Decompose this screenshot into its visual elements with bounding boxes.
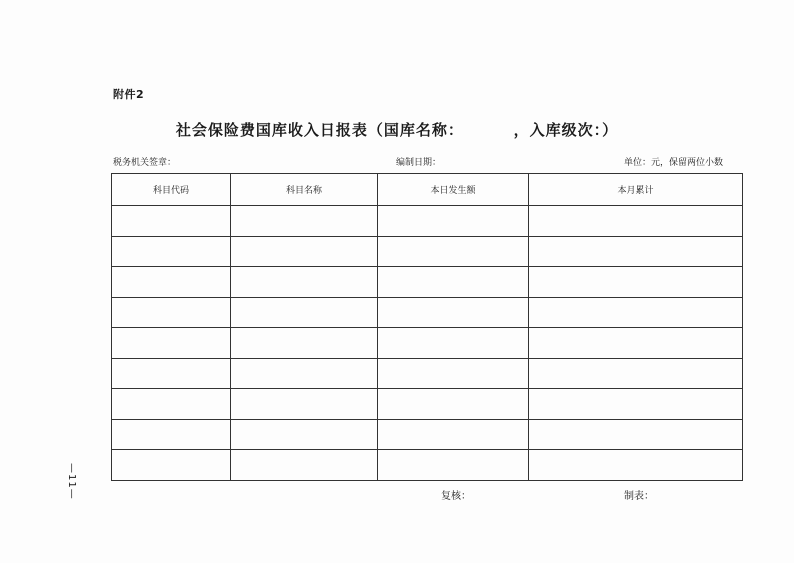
daily-revenue-table: [111, 173, 743, 481]
table-cell: [112, 267, 231, 298]
table-cell: [231, 450, 378, 481]
table-row: [112, 328, 743, 359]
table-cell: [529, 358, 743, 389]
table-cell: [378, 358, 529, 389]
table-cell: [378, 328, 529, 359]
table-cell: [112, 206, 231, 237]
table-cell: [529, 206, 743, 237]
table-cell: [231, 236, 378, 267]
attachment-label: 附件2: [113, 88, 145, 101]
table-cell: [529, 236, 743, 267]
table-cell: [378, 450, 529, 481]
table-row: [112, 206, 743, 237]
table-cell: [231, 267, 378, 298]
table-cell: [231, 206, 378, 237]
table-header-row: [112, 174, 743, 206]
table-cell: [529, 328, 743, 359]
table-cell: [231, 358, 378, 389]
table-cell: [231, 419, 378, 450]
table-row: [112, 450, 743, 481]
table-cell: [529, 419, 743, 450]
table-row: [112, 236, 743, 267]
table-cell: [529, 267, 743, 298]
page-number: —11—: [66, 463, 77, 500]
table-row: [112, 267, 743, 298]
table-cell: [529, 297, 743, 328]
table-row: [112, 389, 743, 420]
table-row: [112, 297, 743, 328]
table-cell: [378, 206, 529, 237]
table-cell: [378, 389, 529, 420]
reviewer-label: 复核：: [441, 491, 471, 502]
table-cell: [529, 389, 743, 420]
column-header-code: 科目代码: [112, 174, 231, 206]
compile-date-label: 编制日期：: [396, 158, 442, 168]
table-row: [112, 358, 743, 389]
table-row: [112, 419, 743, 450]
unit-note: 单位：元，保留两位小数: [624, 158, 724, 168]
table-cell: [378, 297, 529, 328]
table-cell: [112, 389, 231, 420]
column-header-daily-amount: 本日发生额: [378, 174, 529, 206]
column-header-monthly-total: 本月累计: [529, 174, 743, 206]
table-cell: [231, 328, 378, 359]
table-cell: [378, 267, 529, 298]
table-cell: [231, 297, 378, 328]
table-cell: [112, 419, 231, 450]
column-header-name: 科目名称: [231, 174, 378, 206]
table-cell: [112, 450, 231, 481]
seal-label: 税务机关签章：: [113, 158, 177, 168]
table-cell: [112, 358, 231, 389]
table-cell: [378, 419, 529, 450]
table-cell: [378, 236, 529, 267]
table-cell: [112, 236, 231, 267]
table-cell: [529, 450, 743, 481]
table-cell: [112, 328, 231, 359]
report-title: 社会保险费国库收入日报表（国库名称： ，入库级次：）: [175, 121, 619, 139]
preparer-label: 制表：: [624, 491, 654, 502]
table-cell: [231, 389, 378, 420]
table-cell: [112, 297, 231, 328]
